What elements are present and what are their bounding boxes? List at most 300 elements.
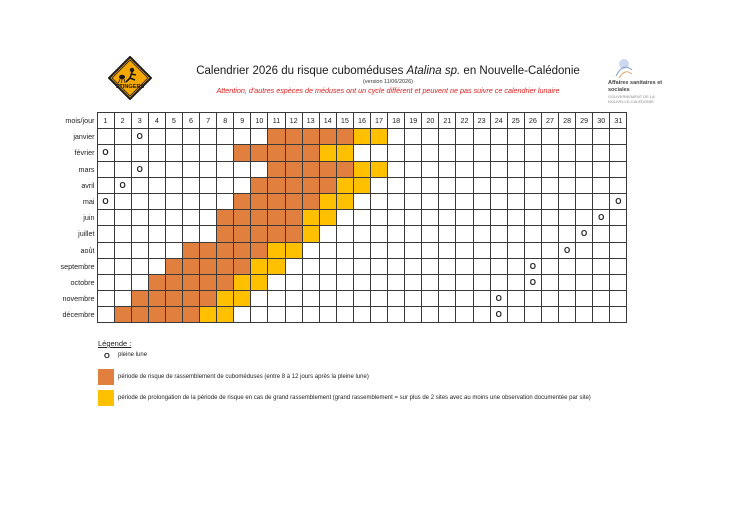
day-cell	[524, 307, 541, 323]
day-cell	[200, 193, 217, 209]
prolongation-cell	[353, 177, 370, 193]
day-header: 31	[610, 113, 627, 129]
day-cell	[576, 129, 593, 145]
day-cell	[473, 129, 490, 145]
day-cell	[473, 177, 490, 193]
day-cell	[490, 258, 507, 274]
day-cell	[234, 161, 251, 177]
month-row	[56, 161, 627, 177]
day-cell	[388, 291, 405, 307]
day-cell	[302, 291, 319, 307]
month-row	[56, 210, 627, 226]
day-cell	[148, 129, 165, 145]
risk-cell	[285, 193, 302, 209]
day-cell	[353, 242, 370, 258]
day-cell	[165, 193, 182, 209]
day-cell	[559, 193, 576, 209]
day-header: 24	[490, 113, 507, 129]
day-cell	[422, 274, 439, 290]
day-cell	[165, 177, 182, 193]
day-header: 25	[507, 113, 524, 129]
prolongation-cell	[285, 242, 302, 258]
risk-cell	[165, 258, 182, 274]
day-cell	[490, 193, 507, 209]
risk-swatch	[98, 369, 114, 385]
risk-cell	[182, 307, 199, 323]
day-cell	[559, 307, 576, 323]
risk-cell	[182, 291, 199, 307]
day-cell	[97, 291, 114, 307]
prolongation-cell	[336, 145, 353, 161]
day-cell	[165, 226, 182, 242]
full-moon-cell: O	[524, 258, 541, 274]
day-cell	[353, 210, 370, 226]
legend-label: période de risque de rassemblement de cuboméduses (entre 8 à 12 jours après la pleine lune)	[118, 374, 369, 380]
risk-cell	[251, 226, 268, 242]
day-cell	[405, 258, 422, 274]
full-moon-cell: O	[524, 274, 541, 290]
prolongation-cell	[268, 258, 285, 274]
day-header: 11	[268, 113, 285, 129]
day-cell	[507, 307, 524, 323]
day-cell	[200, 145, 217, 161]
full-moon-cell: O	[97, 193, 114, 209]
day-cell	[165, 161, 182, 177]
day-cell	[405, 226, 422, 242]
prolongation-cell	[371, 129, 388, 145]
risk-cell	[285, 161, 302, 177]
day-cell	[524, 129, 541, 145]
day-header: 27	[541, 113, 558, 129]
full-moon-cell: O	[131, 161, 148, 177]
prolongation-cell	[302, 226, 319, 242]
day-cell	[131, 274, 148, 290]
day-cell	[97, 307, 114, 323]
month-label: mars	[78, 164, 95, 174]
risk-cell	[165, 307, 182, 323]
day-cell	[336, 291, 353, 307]
day-cell	[148, 226, 165, 242]
day-cell	[234, 307, 251, 323]
risk-cell	[217, 258, 234, 274]
day-cell	[131, 210, 148, 226]
day-cell	[234, 177, 251, 193]
day-cell	[456, 226, 473, 242]
day-cell	[148, 145, 165, 161]
risk-cell	[285, 145, 302, 161]
prolongation-cell	[200, 307, 217, 323]
day-cell	[405, 129, 422, 145]
day-cell	[353, 291, 370, 307]
day-cell	[131, 145, 148, 161]
day-cell	[234, 129, 251, 145]
day-header: 1	[97, 113, 114, 129]
risk-cell	[251, 193, 268, 209]
day-cell	[182, 145, 199, 161]
risk-cell	[234, 226, 251, 242]
full-moon-cell: O	[576, 226, 593, 242]
risk-cell	[217, 226, 234, 242]
day-cell	[456, 161, 473, 177]
day-cell	[422, 307, 439, 323]
risk-cell	[302, 129, 319, 145]
day-cell	[114, 258, 131, 274]
risk-cell	[165, 274, 182, 290]
day-cell	[182, 210, 199, 226]
day-cell	[285, 291, 302, 307]
risk-cell	[200, 274, 217, 290]
day-header: 20	[422, 113, 439, 129]
day-cell	[388, 258, 405, 274]
day-cell	[576, 242, 593, 258]
day-cell	[217, 145, 234, 161]
day-cell	[541, 161, 558, 177]
day-cell	[405, 242, 422, 258]
day-cell	[490, 210, 507, 226]
day-cell	[490, 177, 507, 193]
day-cell	[559, 210, 576, 226]
day-cell	[200, 177, 217, 193]
risk-cell	[182, 242, 199, 258]
day-cell	[388, 226, 405, 242]
full-moon-cell: O	[97, 145, 114, 161]
day-cell	[182, 177, 199, 193]
day-cell	[302, 258, 319, 274]
risk-cell	[251, 210, 268, 226]
day-cell	[422, 193, 439, 209]
day-cell	[302, 307, 319, 323]
risk-cell	[251, 242, 268, 258]
day-cell	[439, 210, 456, 226]
day-cell	[353, 145, 370, 161]
day-cell	[610, 161, 627, 177]
version-label: (version 11/06/2026)	[362, 79, 414, 85]
risk-cell	[268, 226, 285, 242]
day-cell	[576, 258, 593, 274]
day-cell	[319, 274, 336, 290]
stingers-logo	[108, 56, 152, 100]
day-cell	[182, 161, 199, 177]
prolongation-cell	[319, 193, 336, 209]
day-cell	[559, 145, 576, 161]
day-cell	[114, 242, 131, 258]
day-cell	[610, 226, 627, 242]
day-cell	[507, 193, 524, 209]
risk-cell	[268, 210, 285, 226]
day-cell	[217, 177, 234, 193]
day-header: 26	[524, 113, 541, 129]
day-cell	[251, 161, 268, 177]
day-header: 21	[439, 113, 456, 129]
day-cell	[97, 129, 114, 145]
risk-cell	[234, 193, 251, 209]
risk-cell	[234, 242, 251, 258]
day-cell	[456, 145, 473, 161]
risk-cell	[148, 291, 165, 307]
day-cell	[524, 177, 541, 193]
full-moon-cell: O	[490, 291, 507, 307]
day-cell	[541, 210, 558, 226]
month-row	[56, 291, 627, 307]
day-cell	[593, 274, 610, 290]
prolongation-cell	[319, 210, 336, 226]
day-cell	[268, 291, 285, 307]
day-cell	[251, 129, 268, 145]
day-cell	[439, 258, 456, 274]
day-header: 14	[319, 113, 336, 129]
day-cell	[524, 291, 541, 307]
day-cell	[524, 242, 541, 258]
day-cell	[456, 177, 473, 193]
day-cell	[285, 307, 302, 323]
month-label: août	[80, 245, 95, 255]
full-moon-cell: O	[559, 242, 576, 258]
day-cell	[268, 274, 285, 290]
agency-subtitle: GOUVERNEMENT DE LA NOUVELLE-CALÉDONIE	[608, 94, 655, 104]
day-cell	[405, 210, 422, 226]
day-cell	[439, 161, 456, 177]
risk-cell	[319, 161, 336, 177]
day-cell	[268, 307, 285, 323]
day-header: 12	[285, 113, 302, 129]
day-cell	[593, 129, 610, 145]
month-label: juin	[83, 213, 95, 223]
day-cell	[405, 274, 422, 290]
day-cell	[439, 274, 456, 290]
day-cell	[507, 226, 524, 242]
day-cell	[114, 145, 131, 161]
day-header: 28	[559, 113, 576, 129]
title-block	[190, 64, 586, 96]
day-cell	[285, 258, 302, 274]
day-cell	[541, 307, 558, 323]
day-cell	[371, 226, 388, 242]
day-cell	[371, 177, 388, 193]
day-cell	[456, 291, 473, 307]
day-header: 16	[353, 113, 370, 129]
risk-cell	[251, 145, 268, 161]
month-label: juillet	[78, 229, 95, 239]
day-cell	[148, 210, 165, 226]
risk-cell	[200, 291, 217, 307]
day-cell	[371, 258, 388, 274]
day-cell	[576, 291, 593, 307]
day-cell	[593, 145, 610, 161]
day-cell	[422, 145, 439, 161]
day-cell	[559, 177, 576, 193]
risk-cell	[285, 226, 302, 242]
day-cell	[200, 129, 217, 145]
risk-cell	[319, 177, 336, 193]
day-cell	[490, 161, 507, 177]
day-cell	[131, 258, 148, 274]
day-cell	[182, 226, 199, 242]
day-cell	[371, 193, 388, 209]
day-cell	[200, 226, 217, 242]
risk-cell	[336, 129, 353, 145]
full-moon-cell: O	[610, 193, 627, 209]
day-cell	[388, 274, 405, 290]
day-cell	[541, 226, 558, 242]
day-cell	[353, 307, 370, 323]
day-cell	[251, 307, 268, 323]
day-cell	[507, 177, 524, 193]
prolongation-cell	[251, 274, 268, 290]
day-cell	[610, 145, 627, 161]
risk-cell	[336, 161, 353, 177]
day-cell	[148, 161, 165, 177]
risk-cell	[234, 258, 251, 274]
month-label: janvier	[73, 132, 95, 142]
prolongation-cell	[353, 129, 370, 145]
day-cell	[456, 242, 473, 258]
day-cell	[114, 274, 131, 290]
warning-text: Attention, d'autres espèces de méduses ont un cycle différent et peuvent ne pas suivre ce calendrier lunaire	[216, 86, 560, 95]
day-cell	[507, 161, 524, 177]
day-cell	[165, 129, 182, 145]
day-cell	[559, 258, 576, 274]
prolongation-cell	[251, 258, 268, 274]
risk-cell	[285, 210, 302, 226]
day-cell	[251, 291, 268, 307]
day-cell	[559, 274, 576, 290]
day-cell	[182, 193, 199, 209]
day-cell	[576, 307, 593, 323]
day-cell	[302, 242, 319, 258]
day-cell	[456, 210, 473, 226]
day-cell	[388, 161, 405, 177]
day-cell	[388, 129, 405, 145]
day-cell	[97, 210, 114, 226]
month-label: novembre	[62, 294, 95, 304]
day-header: 7	[200, 113, 217, 129]
full-moon-symbol: O	[104, 351, 110, 360]
day-cell	[353, 258, 370, 274]
day-cell	[336, 242, 353, 258]
day-cell	[439, 145, 456, 161]
day-cell	[593, 258, 610, 274]
day-cell	[473, 258, 490, 274]
day-cell	[97, 226, 114, 242]
prolongation-swatch	[98, 390, 114, 406]
month-label: septembre	[60, 261, 95, 271]
risk-cell	[182, 258, 199, 274]
day-cell	[610, 177, 627, 193]
prolongation-cell	[217, 307, 234, 323]
day-cell	[97, 242, 114, 258]
month-row	[56, 145, 627, 161]
day-cell	[507, 145, 524, 161]
day-cell	[456, 258, 473, 274]
day-cell	[490, 242, 507, 258]
day-cell	[576, 177, 593, 193]
day-cell	[439, 242, 456, 258]
day-cell	[405, 177, 422, 193]
month-row	[56, 129, 627, 145]
day-cell	[114, 193, 131, 209]
day-header: 6	[182, 113, 199, 129]
day-header: 9	[234, 113, 251, 129]
risk-cell	[234, 210, 251, 226]
day-header: 8	[217, 113, 234, 129]
day-header: 22	[456, 113, 473, 129]
day-cell	[371, 291, 388, 307]
day-cell	[165, 145, 182, 161]
risk-cell	[165, 291, 182, 307]
day-cell	[97, 258, 114, 274]
day-cell	[456, 307, 473, 323]
day-cell	[388, 177, 405, 193]
day-cell	[473, 226, 490, 242]
day-cell	[593, 177, 610, 193]
day-cell	[148, 177, 165, 193]
risk-cell	[319, 129, 336, 145]
risk-cell	[302, 177, 319, 193]
day-header: 2	[114, 113, 131, 129]
day-cell	[182, 129, 199, 145]
day-cell	[422, 291, 439, 307]
day-cell	[200, 161, 217, 177]
agency-name: Affaires sanitaires et sociales	[608, 80, 663, 93]
day-header: 29	[576, 113, 593, 129]
prolongation-cell	[336, 193, 353, 209]
day-cell	[610, 129, 627, 145]
day-cell	[456, 129, 473, 145]
day-cell	[559, 291, 576, 307]
day-cell	[507, 291, 524, 307]
prolongation-cell	[353, 161, 370, 177]
day-cell	[559, 226, 576, 242]
day-header: 4	[148, 113, 165, 129]
month-label: décembre	[62, 310, 95, 320]
day-cell	[97, 274, 114, 290]
legend-title: Légende :	[98, 339, 132, 348]
day-cell	[507, 129, 524, 145]
day-cell	[388, 145, 405, 161]
risk-cell	[182, 274, 199, 290]
day-cell	[473, 242, 490, 258]
risk-cell	[217, 242, 234, 258]
day-cell	[490, 129, 507, 145]
day-cell	[541, 242, 558, 258]
day-header: 3	[131, 113, 148, 129]
day-cell	[405, 193, 422, 209]
day-cell	[422, 258, 439, 274]
day-cell	[490, 226, 507, 242]
day-cell	[336, 258, 353, 274]
prolongation-cell	[336, 177, 353, 193]
day-cell	[541, 193, 558, 209]
day-cell	[353, 193, 370, 209]
day-cell	[559, 129, 576, 145]
risk-cell	[148, 274, 165, 290]
prolongation-cell	[234, 291, 251, 307]
day-header: 10	[251, 113, 268, 129]
day-cell	[131, 226, 148, 242]
month-row	[56, 226, 627, 242]
month-row	[56, 307, 627, 323]
day-cell	[610, 291, 627, 307]
day-cell	[439, 291, 456, 307]
svg-text:STINGERS: STINGERS	[115, 84, 145, 90]
day-cell	[439, 177, 456, 193]
month-row	[56, 274, 627, 290]
legend-label: pleine lune	[118, 352, 148, 358]
month-row	[56, 177, 627, 193]
day-cell	[439, 129, 456, 145]
day-cell	[456, 274, 473, 290]
day-cell	[405, 161, 422, 177]
